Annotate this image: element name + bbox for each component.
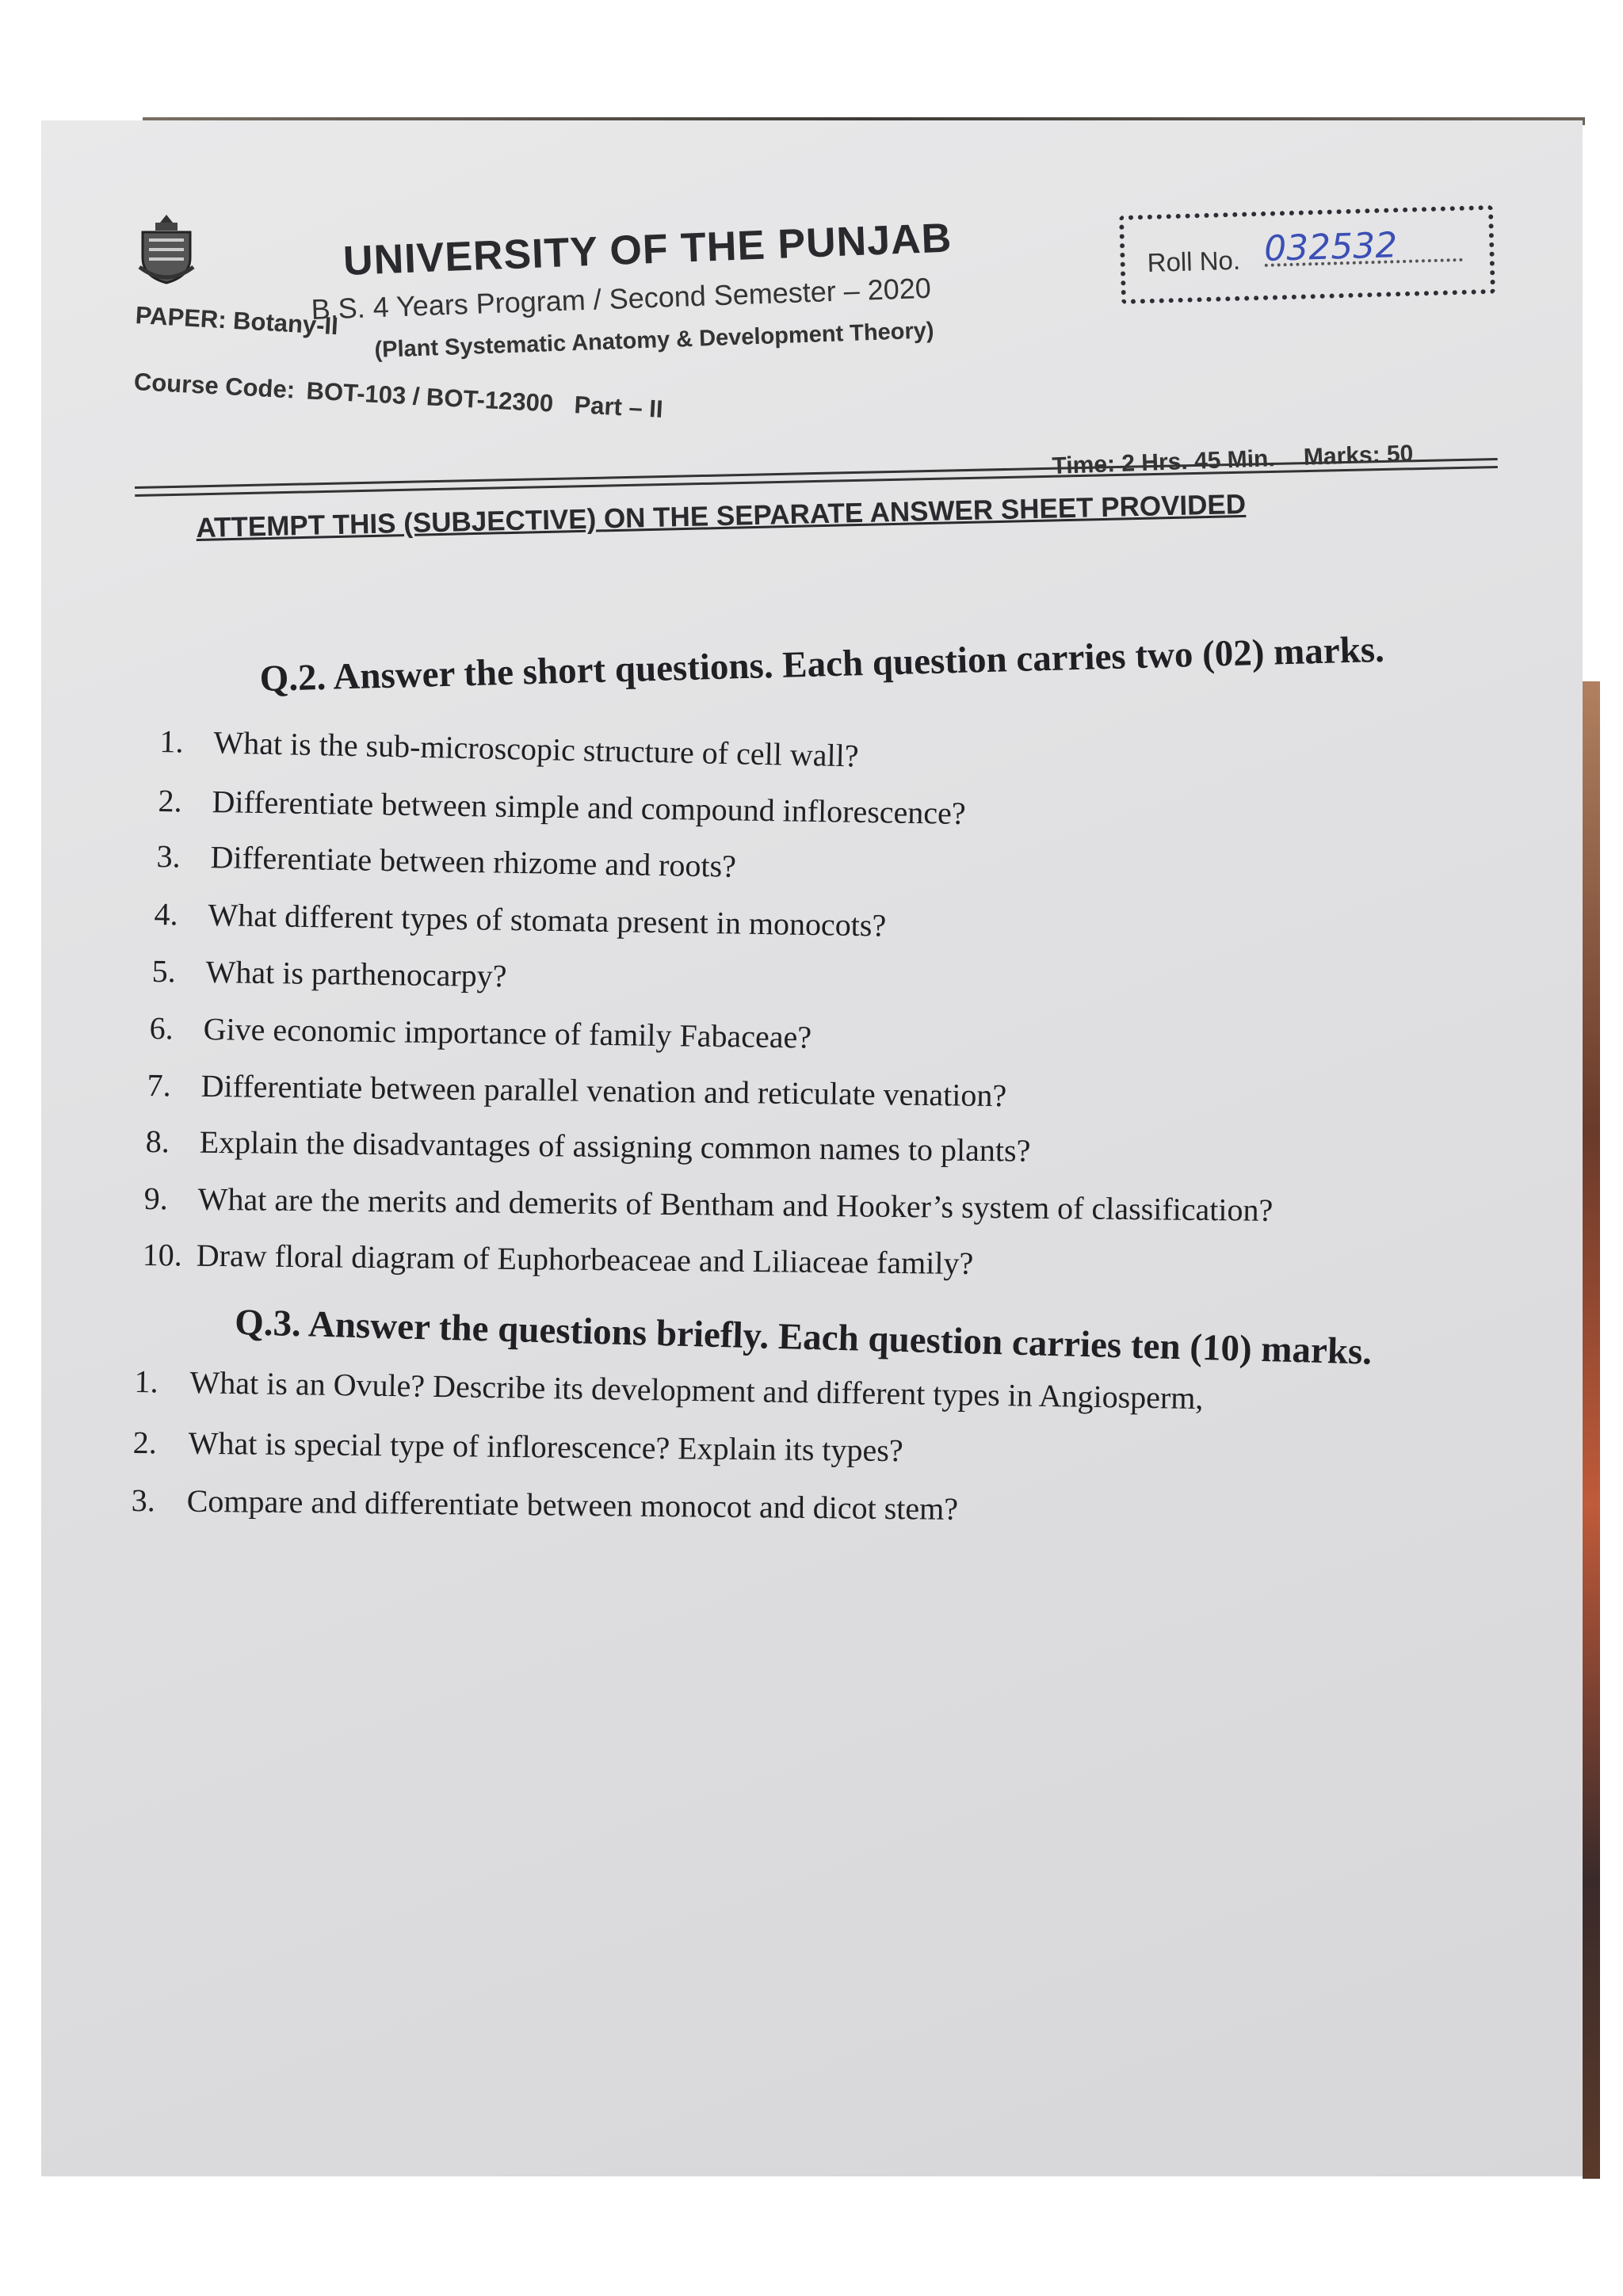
roll-number-value: 032532: [1263, 225, 1398, 269]
paper-detail: (Plant Systematic Anatomy & Development Theory): [374, 318, 935, 363]
q2-item: 7. Differentiate between parallel venation and reticulate venation?: [147, 1066, 1007, 1114]
instruction-banner: ATTEMPT THIS (SUBJECTIVE) ON THE SEPARATE ANSWER SHEET PROVIDED: [196, 488, 1247, 543]
header-divider: [135, 458, 1498, 497]
q2-item: 8. Explain the disadvantages of assigning common names to plants?: [145, 1123, 1031, 1169]
photo-background-edge: [1583, 681, 1600, 2179]
question-3-heading: Q.3. Answer the questions briefly. Each question carries ten (10) marks.: [234, 1301, 1373, 1373]
q2-item: 1. What is the sub-microscopic structure of cell wall?: [159, 723, 859, 774]
university-title: UNIVERSITY OF THE PUNJAB: [342, 215, 953, 284]
total-marks: Marks: 50: [1303, 441, 1414, 471]
time-allowed: Time: 2 Hrs. 45 Min.: [1052, 445, 1276, 479]
course-line: [133, 368, 663, 424]
exam-header: [41, 120, 1583, 485]
roll-number-box: [1119, 205, 1495, 304]
paper-name: PAPER: Botany-II: [135, 301, 339, 341]
q2-item: 4. What different types of stomata present in monocots?: [154, 895, 887, 944]
q2-item: 2. Differentiate between simple and compound inflorescence?: [158, 782, 966, 832]
q3-item: 2. What is special type of inflorescence? Explain its types?: [132, 1425, 903, 1469]
q3-item: 1. What is an Ovule? Describe its development and different types in Angiosperm,: [134, 1363, 1204, 1417]
exam-paper: [41, 120, 1583, 2176]
q2-item: 9. What are the merits and demerits of Bentham and Hooker’s system of classification?: [143, 1180, 1274, 1228]
q2-item: 5. What is parthenocarpy?: [151, 952, 507, 994]
page-margin-top: [0, 0, 1623, 119]
question-2-heading: Q.2. Answer the short questions. Each question carries two (02) marks.: [259, 628, 1385, 700]
university-crest-icon: [135, 212, 198, 284]
part-label: Part – II: [573, 391, 664, 423]
roll-label: Roll No.: [1147, 245, 1241, 278]
course-label: Course Code:: [133, 368, 296, 404]
q2-item: 10. Draw floral diagram of Euphorbeaceae and Liliaceae family?: [142, 1237, 974, 1281]
q2-item: 3. Differentiate between rhizome and roots?: [156, 837, 737, 884]
q3-item: 3. Compare and differentiate between monocot and dicot stem?: [131, 1482, 959, 1527]
q2-item: 6. Give economic importance of family Fabaceae?: [149, 1009, 812, 1055]
program-line: B.S. 4 Years Program / Second Semester – 2020: [311, 271, 932, 326]
course-code: BOT-103 / BOT-12300: [305, 376, 555, 418]
